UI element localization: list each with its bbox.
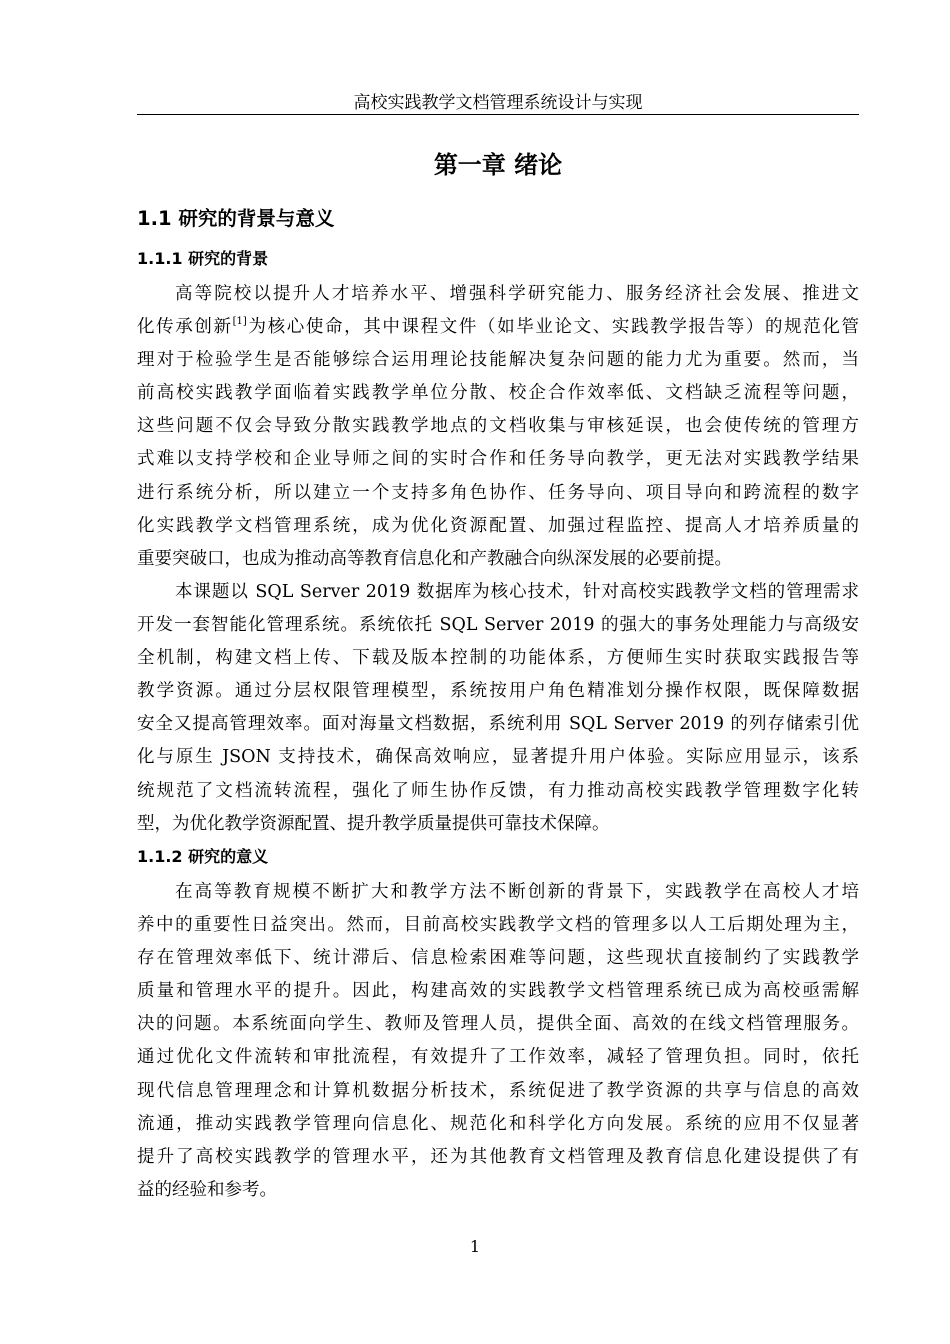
paragraph-line: 现代信息管理理念和计算机数据分析技术，系统促进了教学资源的共享与信息的高效: [137, 1080, 859, 1101]
header-rule: [137, 114, 859, 115]
paragraph-line: 统规范了文档流转流程，强化了师生协作反馈，有力推动高校实践教学管理数字化转: [137, 780, 859, 801]
paragraph-line: [137, 311, 859, 344]
paragraph-line: 益的经验和参考。: [137, 1179, 277, 1200]
paragraph-line: 存在管理效率低下、统计滞后、信息检索困难等问题，这些现状直接制约了实践教学: [137, 948, 859, 969]
paragraph-line: 型，为优化教学资源配置、提升教学质量提供可靠技术保障。: [137, 813, 610, 834]
paragraph-line: 在高等教育规模不断扩大和教学方法不断创新的背景下，实践教学在高校人才培: [175, 882, 859, 902]
paragraph-line: 提升了高校实践教学的管理水平，还为其他教育文档管理及教育信息化建设提供了有: [137, 1146, 859, 1167]
paragraph-line: 通过优化文件流转和审批流程，有效提升了工作效率，减轻了管理负担。同时，依托: [137, 1047, 859, 1068]
paragraph-line: 质量和管理水平的提升。因此，构建高效的实践教学文档管理系统已成为高校亟需解: [137, 981, 859, 1002]
paragraph-line: 决的问题。本系统面向学生、教师及管理人员，提供全面、高效的在线文档管理服务。: [137, 1014, 859, 1035]
paragraph-line: 全机制，构建文档上传、下载及版本控制的功能体系，方便师生实时获取实践报告等: [137, 648, 859, 669]
paragraph-background-2: [137, 576, 859, 841]
paragraph-text: 化传承创新: [137, 317, 233, 338]
paragraph-line: 重要突破口，也成为推动高等教育信息化和产教融合向纵深发展的必要前提。: [137, 548, 732, 569]
paragraph-background-1: [137, 278, 859, 576]
paragraph-line: 前高校实践教学面临着实践教学单位分散、校企合作效率低、文档缺乏流程等问题，: [137, 383, 859, 404]
paragraph-line: 养中的重要性日益突出。然而，目前高校实践教学文档的管理多以人工后期处理为主，: [137, 915, 859, 936]
running-header: 高校实践教学文档管理系统设计与实现: [353, 93, 643, 113]
citation-ref: [1]: [232, 316, 247, 328]
page-number: 1: [469, 1237, 481, 1256]
section-heading: 1.1 研究的背景与意义: [137, 207, 335, 230]
paragraph-line: 化实践教学文档管理系统，成为优化资源配置、加强过程监控、提高人才培养质量的: [137, 515, 859, 536]
paragraph-line: 开发一套智能化管理系统。系统依托 SQL Server 2019 的强大的事务处理能力与高级安: [137, 615, 859, 636]
paragraph-line: 安全又提高管理效率。面对海量文档数据，系统利用 SQL Server 2019 的列存储索引优: [137, 714, 859, 735]
paragraph-line: 流通，推动实践教学管理向信息化、规范化和科学化方向发展。系统的应用不仅显著: [137, 1113, 859, 1134]
paragraph-line: 本课题以 SQL Server 2019 数据库为核心技术，针对高校实践教学文档的管理需求: [175, 582, 859, 602]
paragraph-line: 理对于检验学生是否能够综合运用理论技能解决复杂问题的能力尤为重要。然而，当: [137, 350, 859, 371]
paragraph-line: 进行系统分析，所以建立一个支持多角色协作、任务导向、项目导向和跨流程的数字: [137, 482, 859, 503]
subsection-heading-significance: 1.1.2 研究的意义: [137, 847, 269, 866]
paragraph-line: 式难以支持学校和企业导师之间的实时合作和任务导向教学，更无法对实践教学结果: [137, 449, 859, 470]
chapter-title: 第一章 绪论: [433, 151, 563, 179]
paragraph-text: 为核心使命，其中课程文件（如毕业论文、实践教学报告等）的规范化管: [246, 317, 860, 338]
paragraph-line: 高等院校以提升人才培养水平、增强科学研究能力、服务经济社会发展、推进文: [175, 284, 859, 304]
paragraph-line: 这些问题不仅会导致分散实践教学地点的文档收集与审核延误，也会使传统的管理方: [137, 416, 859, 437]
paragraph-significance-1: [137, 876, 859, 1207]
paragraph-line: 教学资源。通过分层权限管理模型，系统按用户角色精准划分操作权限，既保障数据: [137, 681, 859, 702]
subsection-heading-background: 1.1.1 研究的背景: [137, 249, 269, 268]
paragraph-line: 化与原生 JSON 支持技术，确保高效响应，显著提升用户体验。实际应用显示，该系: [137, 747, 859, 768]
